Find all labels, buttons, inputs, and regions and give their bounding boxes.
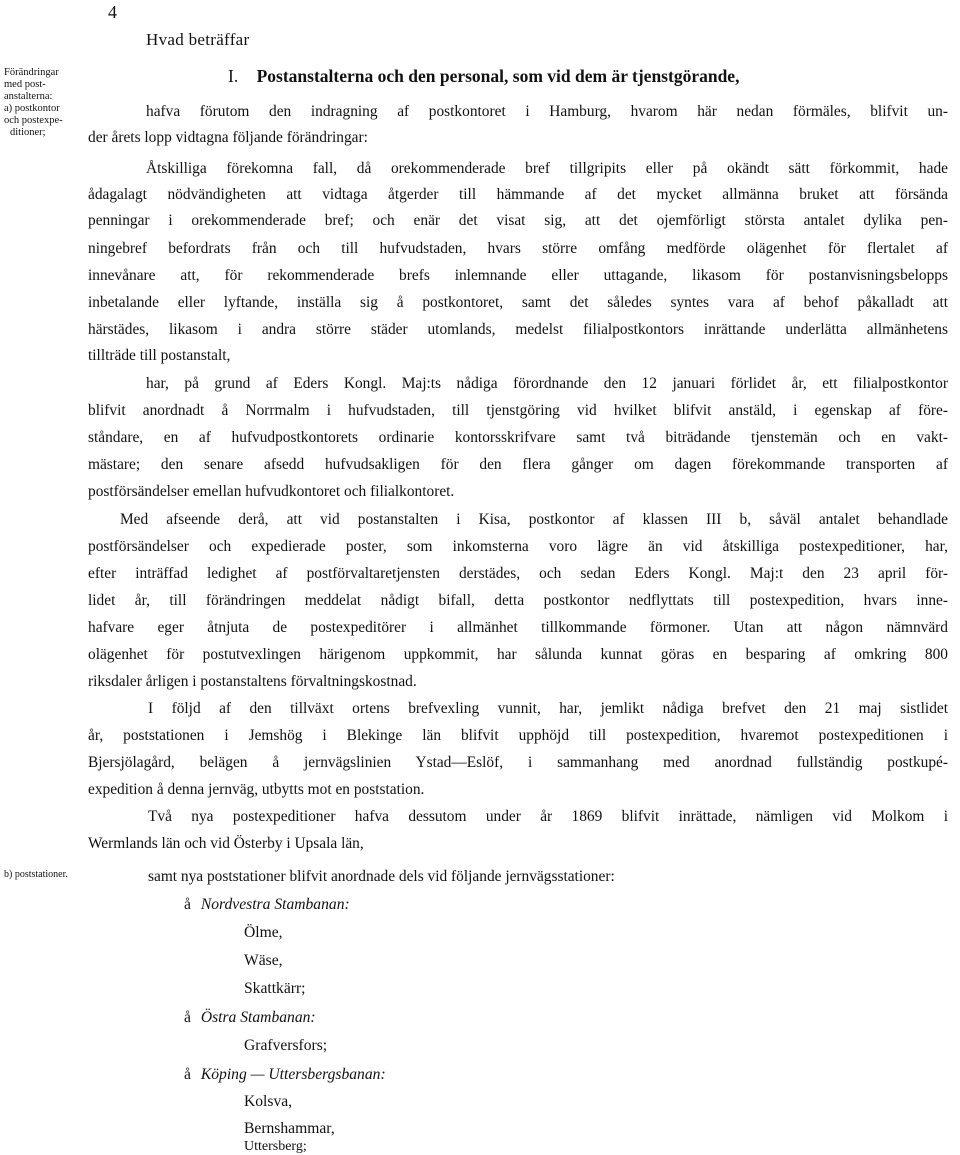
body-line: Bjersjölagård, belägen å jernvägslinien Ystad—Eslöf, i sammanhang med anordnad fullständig postkupé- xyxy=(88,754,948,771)
body-line: hafvare eger åtnjuta de postexpeditörer i allmänhet tillkommande förmoner. Utan att någon nämnvärd xyxy=(88,619,948,636)
body-line: postförsändelser och expedierade poster, som inkomsterna voro lägre än vid åtskilliga postexpeditioner, har, xyxy=(88,538,948,555)
body-line: Två nya postexpeditioner hafva dessutom under år 1869 blifvit inrättade, nämligen vid Molkom i xyxy=(148,808,948,825)
body-line: härstädes, likasom i andra större städer utomlands, medelst filialpostkontors inrättande underlätta allmänhetens xyxy=(88,321,948,338)
margin-note-line: a) postkontor xyxy=(4,103,60,114)
body-line: samt nya poststationer blifvit anordnade dels vid följande jernvägsstationer: xyxy=(148,868,615,885)
railway-line-heading xyxy=(184,1066,386,1084)
body-line: riksdaler årligen i postanstaltens förvaltningskostnad. xyxy=(88,673,417,690)
body-line: ådagalagt nödvändigheten att vidtaga åtgerder till hämmande af det mycket allmänna bruket att försända xyxy=(88,186,948,203)
section-heading xyxy=(228,66,739,87)
body-line: blifvit anordnadt å Norrmalm i hufvudstaden, till tjenstgöring vid hvilket blifvit anstäld, i egenskap af före- xyxy=(88,402,948,419)
body-line: år, poststationen i Jemshög i Blekinge län blifvit upphöjd till postexpedition, hvaremot postexpeditionen i xyxy=(88,727,948,744)
margin-note-line: med post- xyxy=(4,79,46,90)
station-name: Uttersberg; xyxy=(244,1139,307,1154)
body-line: hafva förutom den indragning af postkontoret i Hamburg, hvarom här nedan förmäles, blifvit un- xyxy=(146,103,948,120)
railway-line-heading xyxy=(184,1009,316,1027)
body-line: efter inträffad ledighet af postförvaltaretjensten derstädes, och sedan Eders Kongl. Maj:t den 23 april för- xyxy=(88,565,948,582)
body-line: Åtskilliga förekomna fall, då orekommenderade bref tillgripits eller på okändt sätt förkommit, hade xyxy=(146,160,948,177)
body-line: Wermlands län och vid Österby i Upsala län, xyxy=(88,835,364,852)
margin-note-line: ditioner; xyxy=(10,127,46,138)
section-numeral: I. xyxy=(228,66,239,86)
body-line: ståndare, en af hufvudpostkontorets ordinarie kontorsskrifvare samt två biträdande tjenstemän och en vakt- xyxy=(88,429,948,446)
margin-note-line: Förändringar xyxy=(4,67,59,78)
body-line: mästare; den senare afsedd hufvudsakligen för den flera gånger om dagen förekommande transporten af xyxy=(88,456,948,473)
section-title: Postanstalterna och den personal, som vid dem är tjenstgörande, xyxy=(256,66,740,86)
body-line: har, på grund af Eders Kongl. Maj:ts nådiga förordnande den 12 januari förlidet år, ett filialpostkontor xyxy=(146,375,948,392)
railway-line-name: Köping — Uttersbergsbanan: xyxy=(200,1066,386,1083)
body-line: olägenhet för postutvexlingen härigenom uppkommit, har sålunda kunnat göras en besparing af omkring 800 xyxy=(88,646,948,663)
body-line: penningar i orekommenderade bref; och enär det visat sig, att det ojemförligt största antalet dylika pen- xyxy=(88,212,948,229)
running-head: Hvad beträffar xyxy=(146,30,250,49)
station-name: Bernshammar, xyxy=(244,1120,335,1137)
body-line: expedition å denna jernväg, utbytts mot en poststation. xyxy=(88,781,425,798)
margin-note-line: och postexpe- xyxy=(4,115,63,126)
railway-line-name: Östra Stambanan: xyxy=(200,1009,316,1026)
body-line: lidet år, till förändringen meddelat nådigt bifall, detta postkontor nedflyttats till postexpedition, hvars inne- xyxy=(88,592,948,609)
body-line: inbetalande eller lyftande, inställa sig å postkontoret, samt det således syntes vara af behof påkalladt att xyxy=(88,294,948,311)
margin-note-postkontor xyxy=(4,67,63,139)
station-name: Grafversfors; xyxy=(244,1037,328,1054)
margin-note-poststationer: b) poststationer. xyxy=(4,869,68,880)
station-name: Wäse, xyxy=(244,952,283,969)
body-line: ningebref befordrats från och till hufvudstaden, hvars större omfång medförde olägenhet för flertalet af xyxy=(88,240,948,257)
margin-note-line: anstalterna: xyxy=(4,91,53,102)
railway-line-heading xyxy=(184,896,350,914)
prep-a: å xyxy=(184,896,191,913)
body-line: der årets lopp vidtagna följande förändringar: xyxy=(88,129,368,146)
body-line: tillträde till postanstalt, xyxy=(88,347,231,364)
station-name: Kolsva, xyxy=(244,1093,293,1110)
body-line: innevånare att, för rekommenderade brefs inlemnande eller uttagande, likasom för postanvisningsbelopps xyxy=(88,267,948,284)
prep-a: å xyxy=(184,1066,191,1083)
prep-a: å xyxy=(184,1009,191,1026)
body-line: Med afseende derå, att vid postanstalten i Kisa, postkontor af klassen III b, såväl antalet behandlade xyxy=(120,511,948,528)
railway-line-name: Nordvestra Stambanan: xyxy=(200,896,350,913)
station-name: Skattkärr; xyxy=(244,980,306,997)
page-number: 4 xyxy=(108,2,117,22)
body-line: I följd af den tillväxt ortens brefvexling vunnit, har, jemlikt nådiga brefvet den 21 maj sistlidet xyxy=(148,700,948,717)
station-name: Ölme, xyxy=(244,924,283,941)
body-line: postförsändelser emellan hufvudkontoret och filialkontoret. xyxy=(88,483,455,500)
